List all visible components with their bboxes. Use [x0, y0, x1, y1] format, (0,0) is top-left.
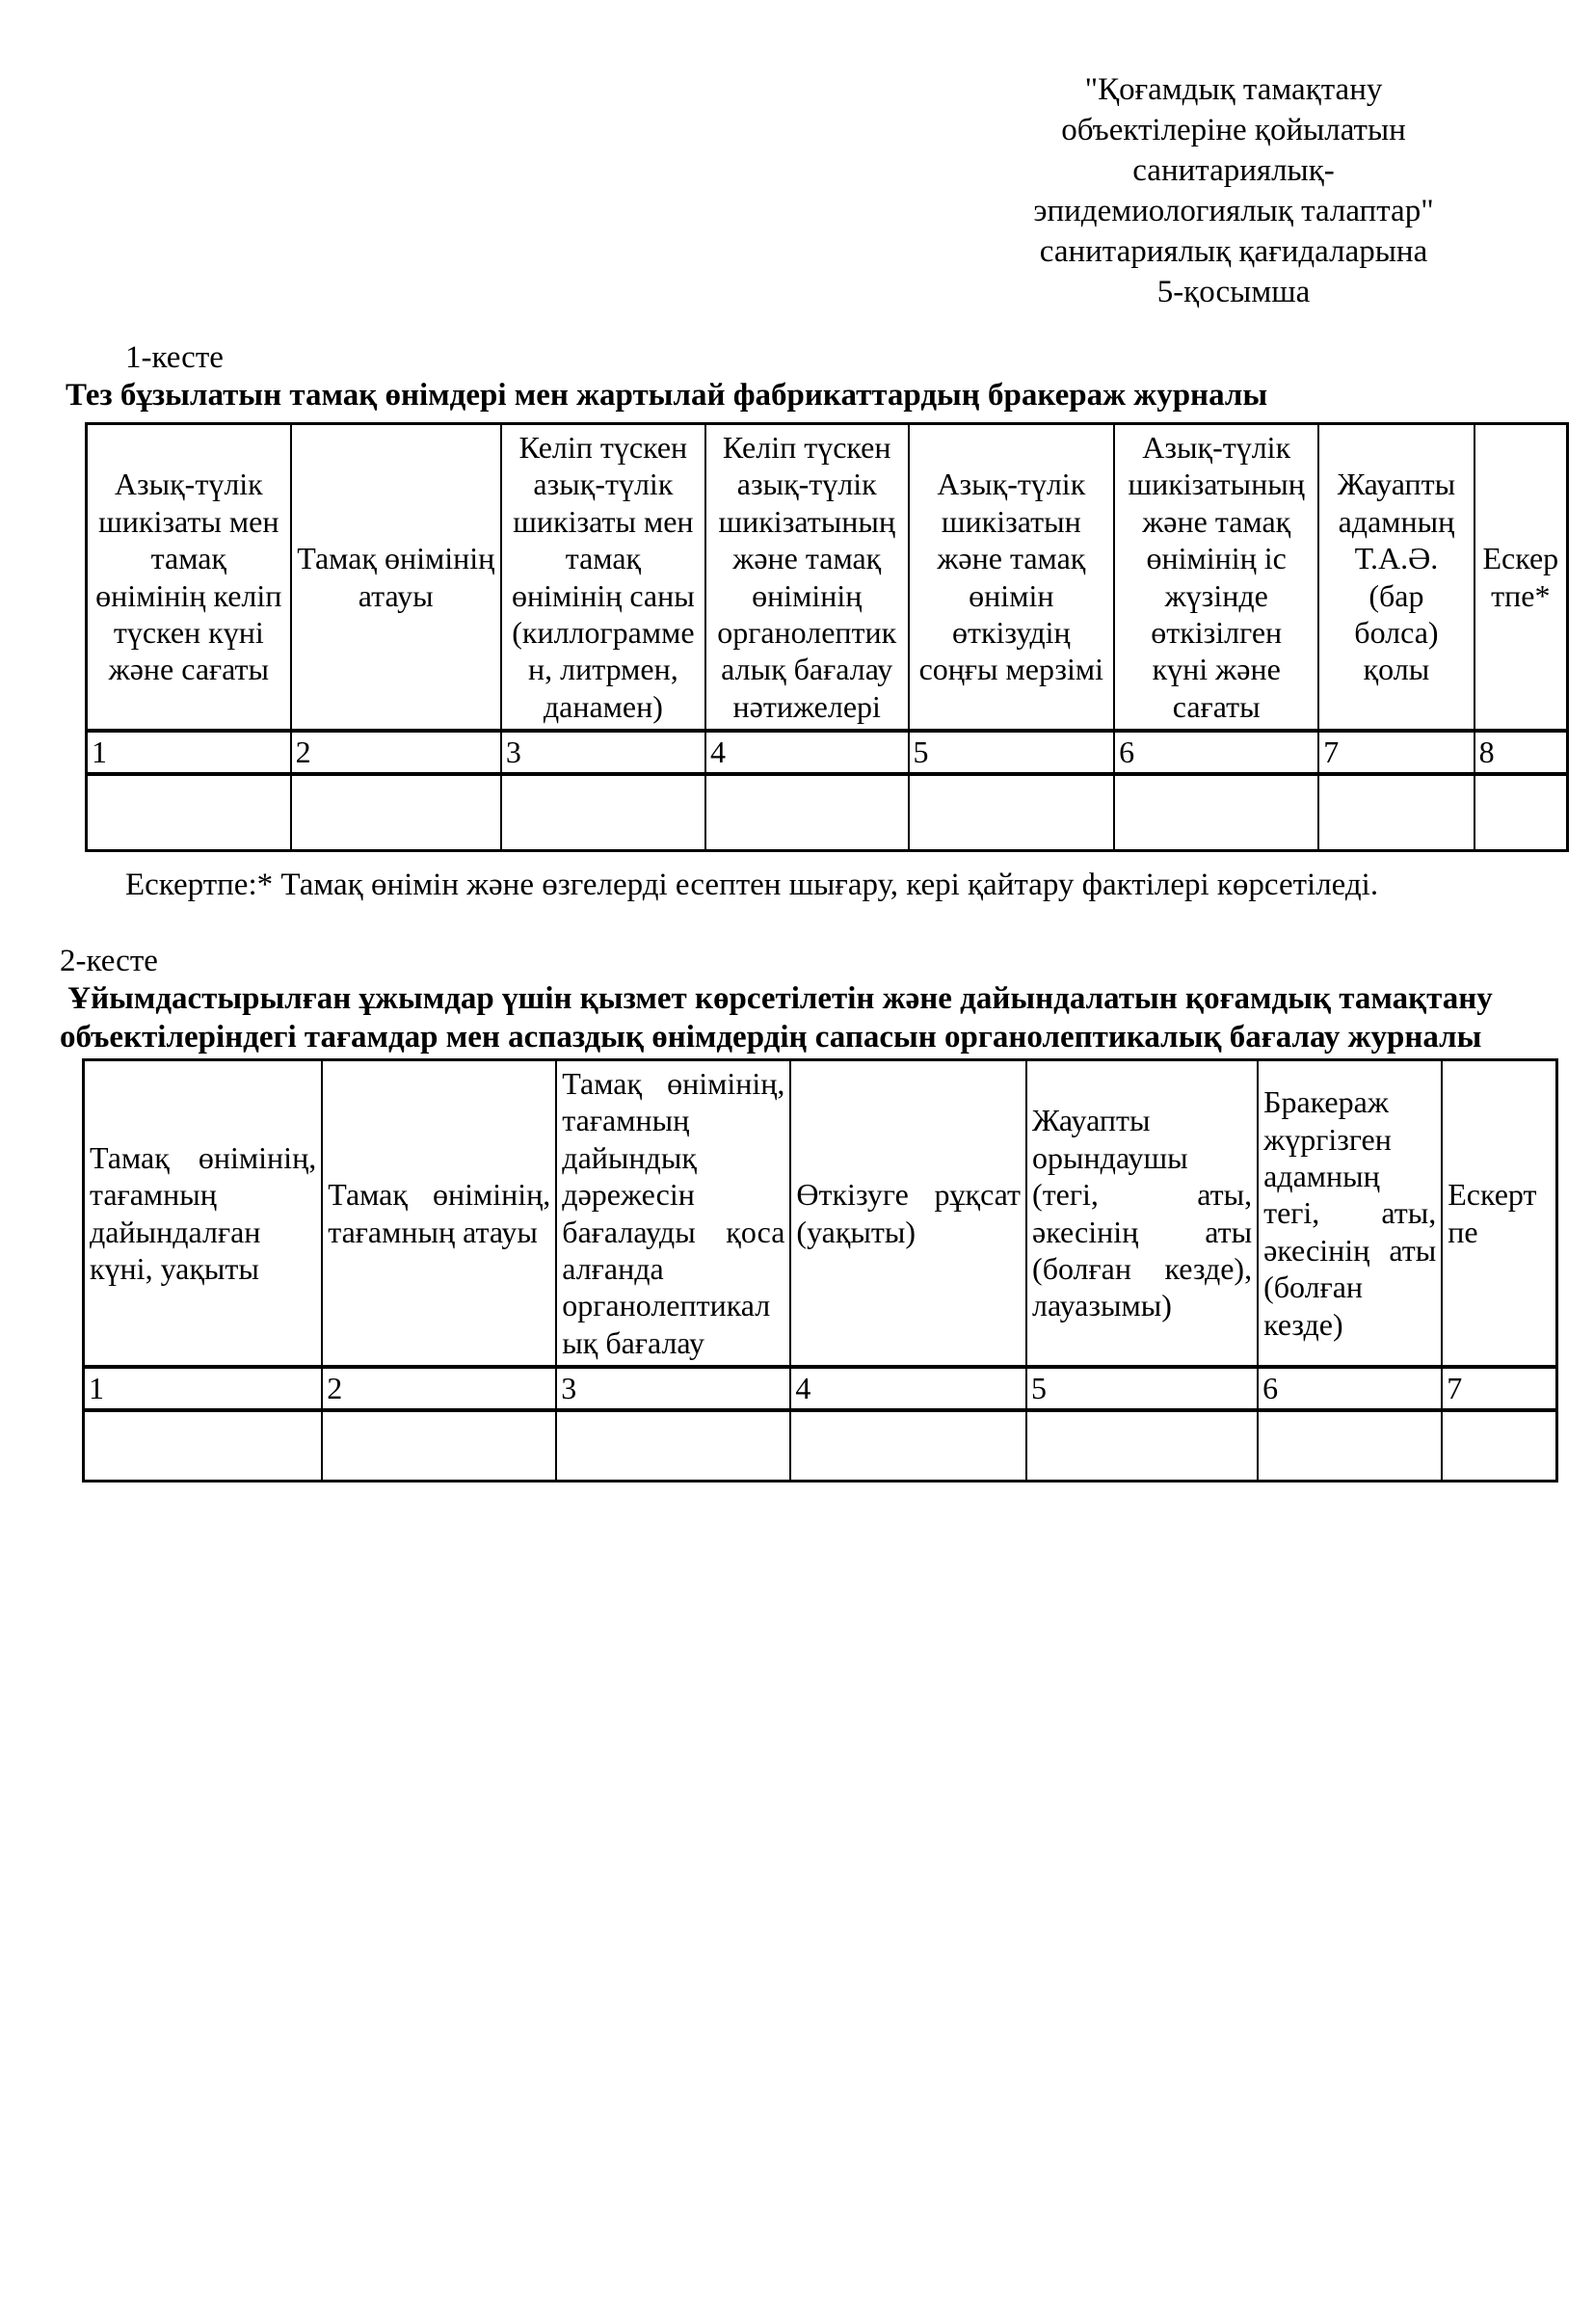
table2-header-row: [84, 1060, 1557, 1368]
table1-number-row: [87, 731, 1568, 773]
appendix-reference-block: [1025, 69, 1442, 312]
appendix-line: санитариялық-: [1132, 153, 1335, 188]
table1-label: 1-кесте: [125, 340, 224, 375]
table2-colnum-3: 3: [556, 1367, 790, 1409]
table1-empty-cell: [1318, 774, 1474, 851]
appendix-line: 5-қосымша: [1156, 275, 1311, 309]
table2-empty-cell: [1442, 1410, 1556, 1482]
table2-colnum-6: 6: [1258, 1367, 1442, 1409]
table2-title: Ұйымдастырылған ұжымдар үшін қызмет көрсетілетін және дайындалатын қоғамдық тамақтану объектілеріндегі тағамдар мен аспаздық өнімдердің сапасын органолептикалық бағалау журналы: [60, 981, 1501, 1055]
table2-empty-cell: [790, 1410, 1026, 1482]
table2-label: 2-кесте: [60, 944, 158, 979]
table1-colnum-5: 5: [909, 731, 1115, 773]
table1-empty-cell: [909, 774, 1115, 851]
table1-header-col2: Тамақ өнімінің атауы: [291, 424, 501, 732]
table2-header-col3: Тамақ өнімінің, тағамның дайындық дәрежесін бағалауды қоса алғанда органолептикалық бағалау: [556, 1060, 790, 1368]
table2-empty-row: [84, 1410, 1557, 1482]
table1-brakerage-journal: [85, 422, 1569, 852]
table1-empty-row: [87, 774, 1568, 851]
appendix-line: санитариялық қағидаларына: [1039, 234, 1428, 269]
table1-header-col3: Келіп түскен азық-түлік шикізаты мен тамақ өнімінің саны (киллограммен, литрмен, данамен): [501, 424, 705, 732]
table2-empty-cell: [84, 1410, 323, 1482]
table1-header-col1: Азық-түлік шикізаты мен тамақ өнімінің келіп түскен күні және сағаты: [87, 424, 291, 732]
appendix-line: "Қоғамдық тамақтану: [1084, 72, 1383, 107]
table1-header-col4: Келіп түскен азық-түлік шикізатының және тамақ өнімінің органолептикалық бағалау нәтижелері: [705, 424, 909, 732]
table2-empty-cell: [556, 1410, 790, 1482]
table1-footnote: Ескертпе:* Тамақ өнімін және өзгелерді есептен шығару, кері қайтару фактілері көрсетіледі.: [125, 868, 1379, 903]
appendix-line: объектілеріне қойылатын: [1061, 113, 1406, 147]
table2-header-col6: Бракераж жүргізген адамның тегі, аты, әкесінің аты (болған кезде): [1258, 1060, 1442, 1368]
table1-empty-cell: [501, 774, 705, 851]
table1-empty-cell: [705, 774, 909, 851]
table2-colnum-1: 1: [84, 1367, 323, 1409]
table2-header-col4: Өткізуге рұқсат (уақыты): [790, 1060, 1026, 1368]
table1-empty-cell: [1474, 774, 1568, 851]
table1-empty-cell: [291, 774, 501, 851]
table1-empty-cell: [87, 774, 291, 851]
table1-header-col8: Ескертпе*: [1474, 424, 1568, 732]
appendix-line: эпидемиологиялық талаптар": [1033, 194, 1434, 228]
table1-title: Тез бұзылатын тамақ өнімдері мен жартылай фабрикаттардың бракераж журналы: [66, 378, 1268, 413]
table2-empty-cell: [322, 1410, 556, 1482]
table1-header-col7: Жауапты адамның Т.А.Ә. (бар болса) қолы: [1318, 424, 1474, 732]
table2-colnum-7: 7: [1442, 1367, 1556, 1409]
table1-colnum-1: 1: [87, 731, 291, 773]
table2-header-col7: Ескертпе: [1442, 1060, 1556, 1368]
table1-empty-cell: [1114, 774, 1318, 851]
table2-header-col2: Тамақ өнімінің, тағамның атауы: [322, 1060, 556, 1368]
table1-colnum-7: 7: [1318, 731, 1474, 773]
table2-header-col5: Жауапты орындаушы (тегі, аты, әкесінің аты (болған кезде), лауазымы): [1026, 1060, 1258, 1368]
table1-colnum-2: 2: [291, 731, 501, 773]
table2-colnum-5: 5: [1026, 1367, 1258, 1409]
table1-header-row: [87, 424, 1568, 732]
table1-colnum-3: 3: [501, 731, 705, 773]
table2-organoleptic-journal: [82, 1058, 1558, 1483]
table1-colnum-4: 4: [705, 731, 909, 773]
table1-colnum-8: 8: [1474, 731, 1568, 773]
table2-header-col1: Тамақ өнімінің, тағамның дайындалған күні, уақыты: [84, 1060, 323, 1368]
table2-empty-cell: [1258, 1410, 1442, 1482]
table1-header-col6: Азық-түлік шикізатының және тамақ өнімінің іс жүзінде өткізілген күні және сағаты: [1114, 424, 1318, 732]
document-page: [0, 69, 1594, 2324]
table1-header-col5: Азық-түлік шикізатын және тамақ өнімін өткізудің соңғы мерзімі: [909, 424, 1115, 732]
table2-number-row: [84, 1367, 1557, 1409]
table2-colnum-4: 4: [790, 1367, 1026, 1409]
table1-colnum-6: 6: [1114, 731, 1318, 773]
table2-colnum-2: 2: [322, 1367, 556, 1409]
table2-empty-cell: [1026, 1410, 1258, 1482]
